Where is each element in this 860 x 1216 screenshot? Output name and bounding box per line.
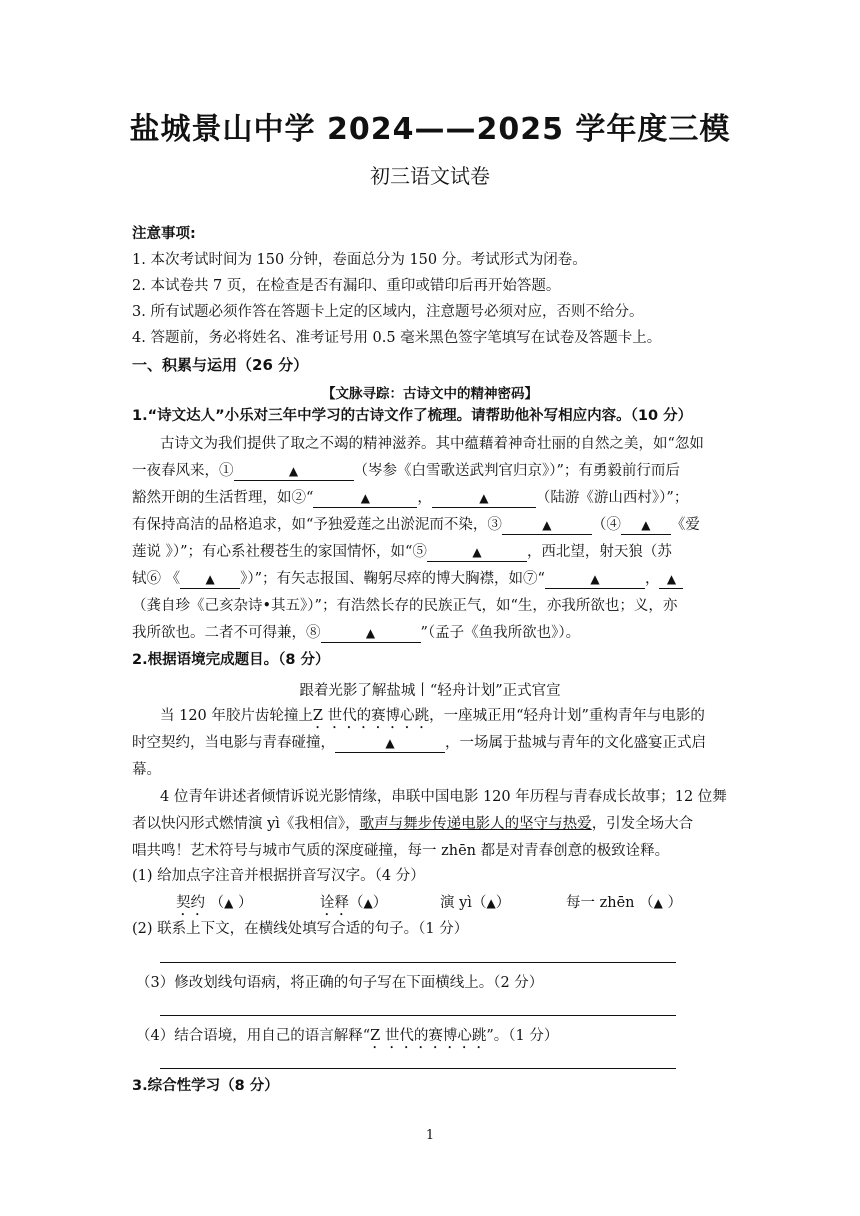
answer-slot[interactable]: ▲	[486, 896, 496, 910]
q1-line: 轼⑥ 《 ▲ 》）”；有矢志报国、鞠躬尽瘁的博大胸襟，如⑦“ ▲ ， ▲	[132, 569, 683, 589]
q2-line: 者以快闪形式燃情演 yì《我相信》，歌声与舞步传递电影人的坚守与热爱，引发全场大合	[132, 816, 694, 832]
notice-heading: 注意事项:	[132, 226, 196, 242]
answer-slot[interactable]: ▲	[363, 896, 373, 910]
notice-item: 2. 本试卷共 7 页，在检查是否有漏印、重印或错印后再开始答题。	[132, 278, 561, 294]
answer-blank-6[interactable]: ▲	[180, 571, 240, 589]
answer-blank-4[interactable]: ▲	[621, 517, 671, 535]
q1-line: 我所欲也。二者不可得兼，⑧ ▲ ”（孟子《鱼我所欲也》）。	[132, 625, 581, 641]
answer-blank-8[interactable]: ▲	[321, 625, 421, 643]
answer-slot[interactable]: ▲	[224, 896, 234, 910]
answer-blank-2a[interactable]: ▲	[313, 490, 417, 508]
answer-blank-q2[interactable]: ▲	[335, 735, 445, 753]
sub-question-2: (2) 联系上下文，在横线处填写合适的句子。（1 分）	[132, 921, 469, 937]
section-theme: 【文脉寻踪：古诗文中的精神密码】	[322, 386, 538, 402]
pinyin-item: 契约 （▲ ）	[176, 895, 253, 911]
notice-item: 3. 所有试题必须作答在答题卡上定的区域内，注意题号必须对应，否则不给分。	[132, 304, 644, 320]
answer-blank-7b[interactable]: ▲	[659, 571, 683, 589]
section-heading: 一、积累与运用（26 分）	[132, 356, 309, 374]
answer-line[interactable]	[160, 962, 676, 963]
q1-line: （龚自珍《己亥杂诗•其五》）”；有浩然长存的民族正气，如“生，亦我所欲也；义，亦	[132, 598, 678, 614]
answer-line[interactable]	[160, 1068, 676, 1069]
answer-slot[interactable]: ▲	[653, 896, 663, 910]
question-3-title: 3.综合性学习（8 分）	[132, 1078, 279, 1094]
q2-line: 时空契约，当电影与青春碰撞， ▲ ，一场属于盐城与青年的文化盛宴正式启	[132, 735, 706, 751]
q1-line: 有保持高洁的品格追求，如“予独爱莲之出淤泥而不染，③ ▲ （④ ▲ 《爱	[132, 517, 700, 533]
answer-blank-3[interactable]: ▲	[502, 517, 592, 535]
question-1-title: 1.“诗文达人”小乐对三年中学习的古诗文作了梳理。请帮助他补写相应内容。（10 分）	[132, 408, 693, 424]
pinyin-item: 每一 zhēn （▲ ）	[566, 895, 682, 911]
sub-question-1: (1) 给加点字注音并根据拼音写汉字。（4 分）	[132, 868, 425, 884]
page-number: 1	[425, 1128, 435, 1143]
dotted-phrase: Z 世代的赛博心跳	[312, 708, 430, 724]
q1-line: 豁然开朗的生活哲理，如②“ ▲ ， ▲ （陆游《游山西村》）”；	[132, 490, 689, 506]
q1-line: 一夜春风来，① ▲ （岑参《白雪歌送武判官归京》）”；有勇毅前行而后	[132, 463, 680, 479]
question-2-title: 2.根据语境完成题目。（8 分）	[132, 652, 330, 668]
q2-line: 4 位青年讲述者倾情诉说光影情缘，串联中国电影 120 年历程与青春成长故事；12 位舞	[160, 789, 727, 805]
answer-blank-2b[interactable]: ▲	[432, 490, 536, 508]
notice-item: 1. 本次考试时间为 150 分钟，卷面总分为 150 分。考试形式为闭卷。	[132, 252, 587, 268]
answer-line[interactable]	[160, 1015, 676, 1016]
answer-blank-1[interactable]: ▲	[234, 463, 354, 481]
notice-item: 4. 答题前，务必将姓名、准考证号用 0.5 毫米黑色签字笔填写在试卷及答题卡上。	[132, 330, 662, 346]
sub-question-3: （3）修改划线句语病，将正确的句子写在下面横线上。（2 分）	[136, 975, 544, 991]
q2-line: 唱共鸣！艺术符号与城市气质的深度碰撞，每一 zhēn 都是对青春创意的极致诠释。	[132, 843, 670, 859]
answer-blank-5[interactable]: ▲	[427, 544, 527, 562]
q1-line: 古诗文为我们提供了取之不竭的精神滋养。其中蕴藉着神奇壮丽的自然之美，如“忽如	[160, 436, 704, 452]
q2-line: 幕。	[132, 762, 161, 778]
page-subtitle: 初三语文试卷	[370, 164, 490, 188]
q1-line: 莲说 》）”；有心系社稷苍生的家国情怀，如“⑤ ▲ ，西北望，射天狼（苏	[132, 544, 672, 560]
pinyin-item: 诠释（▲）	[320, 895, 388, 911]
answer-blank-7a[interactable]: ▲	[545, 571, 645, 589]
pinyin-item: 演 yì（▲）	[440, 895, 511, 911]
page-title: 盐城景山中学 2024——2025 学年度三模	[129, 112, 731, 147]
q2-line: 当 120 年胶片齿轮撞上Z 世代的赛博心跳，一座城正用“轻舟计划”重构青年与电影的	[160, 708, 705, 724]
article-title: 跟着光影了解盐城丨“轻舟计划”正式官宣	[299, 683, 561, 699]
sub-question-4: （4）结合语境，用自己的语言解释“Z 世代的赛博心跳”。（1 分）	[136, 1028, 559, 1044]
underlined-sentence: 歌声与舞步传递电影人的坚守与热爱	[359, 816, 592, 832]
